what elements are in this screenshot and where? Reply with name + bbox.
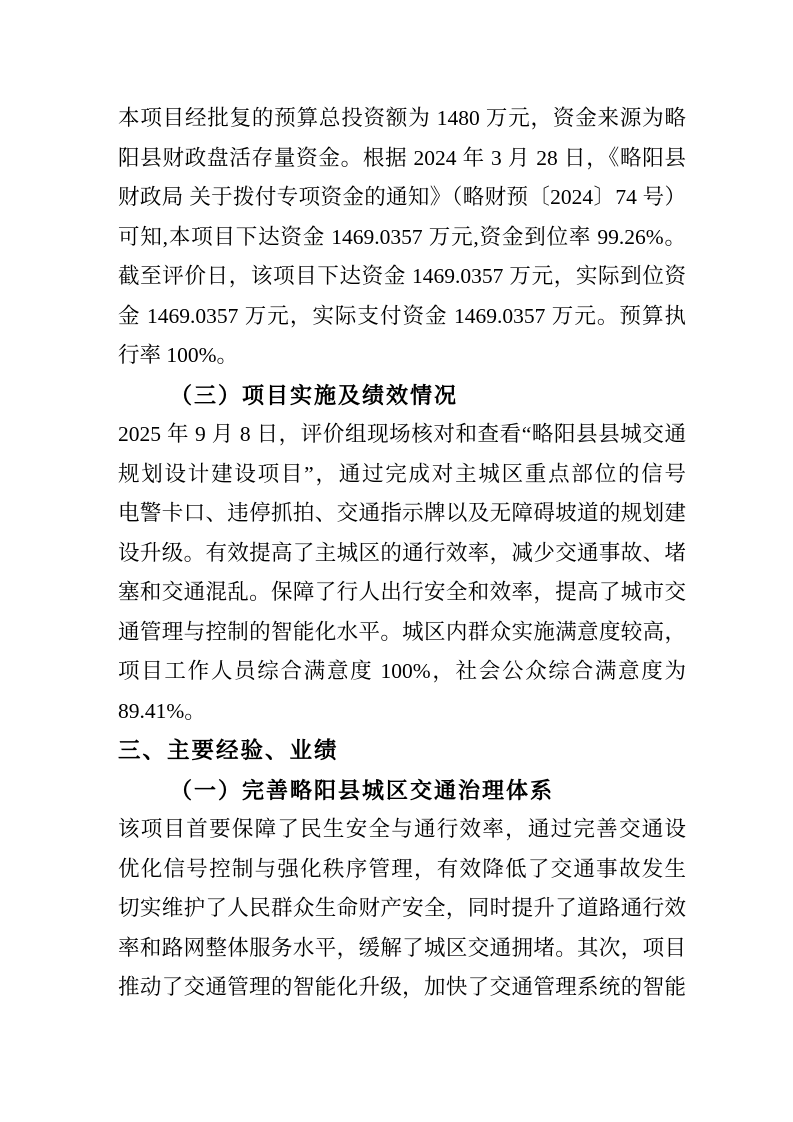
body-line: 塞和交通混乱。保障了行人出行安全和效率，提高了城市交 xyxy=(118,580,686,604)
body-line: 可知,本项目下达资金 1469.0357 万元,资金到位率 99.26%。 xyxy=(118,224,686,249)
section-heading-main-experience: 三、主要经验、业绩 xyxy=(118,738,339,763)
body-line-paragraph-end: 行率 100%。 xyxy=(118,343,239,367)
body-line: 率和路网整体服务水平，缓解了城区交通拥堵。其次，项目 xyxy=(118,935,686,960)
body-line: 电警卡口、违停抓拍、交通指示牌以及无障碍坡道的规划建 xyxy=(118,501,686,525)
subheading-traffic-governance: （一）完善略阳县城区交通治理体系 xyxy=(170,777,555,803)
text-column xyxy=(118,99,686,1008)
body-line: 推动了交通管理的智能化升级，加快了交通管理系统的智能 xyxy=(118,975,686,999)
body-line: 切实维护了人民群众生命财产安全，同时提升了道路通行效 xyxy=(118,896,686,920)
body-line: 本项目经批复的预算总投资额为 1480 万元，资金来源为略 xyxy=(118,106,686,130)
body-line: 截至评价日，该项目下达资金 1469.0357 万元，实际到位资 xyxy=(118,264,686,288)
body-line: 2025 年 9 月 8 日，评价组现场核对和查看“略阳县县城交通 xyxy=(118,422,686,446)
body-line: 该项目首要保障了民生安全与通行效率，通过完善交通设 xyxy=(118,817,686,841)
body-line: 设升级。有效提高了主城区的通行效率，减少交通事故、堵 xyxy=(118,540,686,565)
body-line-paragraph-end: 89.41%。 xyxy=(118,698,206,723)
body-line: 规划设计建设项目”，通过完成对主城区重点部位的信号 xyxy=(118,461,686,486)
body-line: 项目工作人员综合满意度 100%，社会公众综合满意度为 xyxy=(118,659,686,683)
subheading-project-implementation: （三）项目实施及绩效情况 xyxy=(170,382,459,408)
body-line: 金 1469.0357 万元，实际支付资金 1469.0357 万元。预算执 xyxy=(118,303,686,328)
body-line: 优化信号控制与强化秩序管理，有效降低了交通事故发生 xyxy=(118,856,686,881)
body-line: 财政局 关于拨付专项资金的通知》（略财预〔2024〕74 号） xyxy=(118,185,686,209)
body-line: 阳县财政盘活存量资金。根据 2024 年 3 月 28 日，《略阳县 xyxy=(118,145,686,170)
body-line: 通管理与控制的智能化水平。城区内群众实施满意度较高， xyxy=(118,619,686,644)
